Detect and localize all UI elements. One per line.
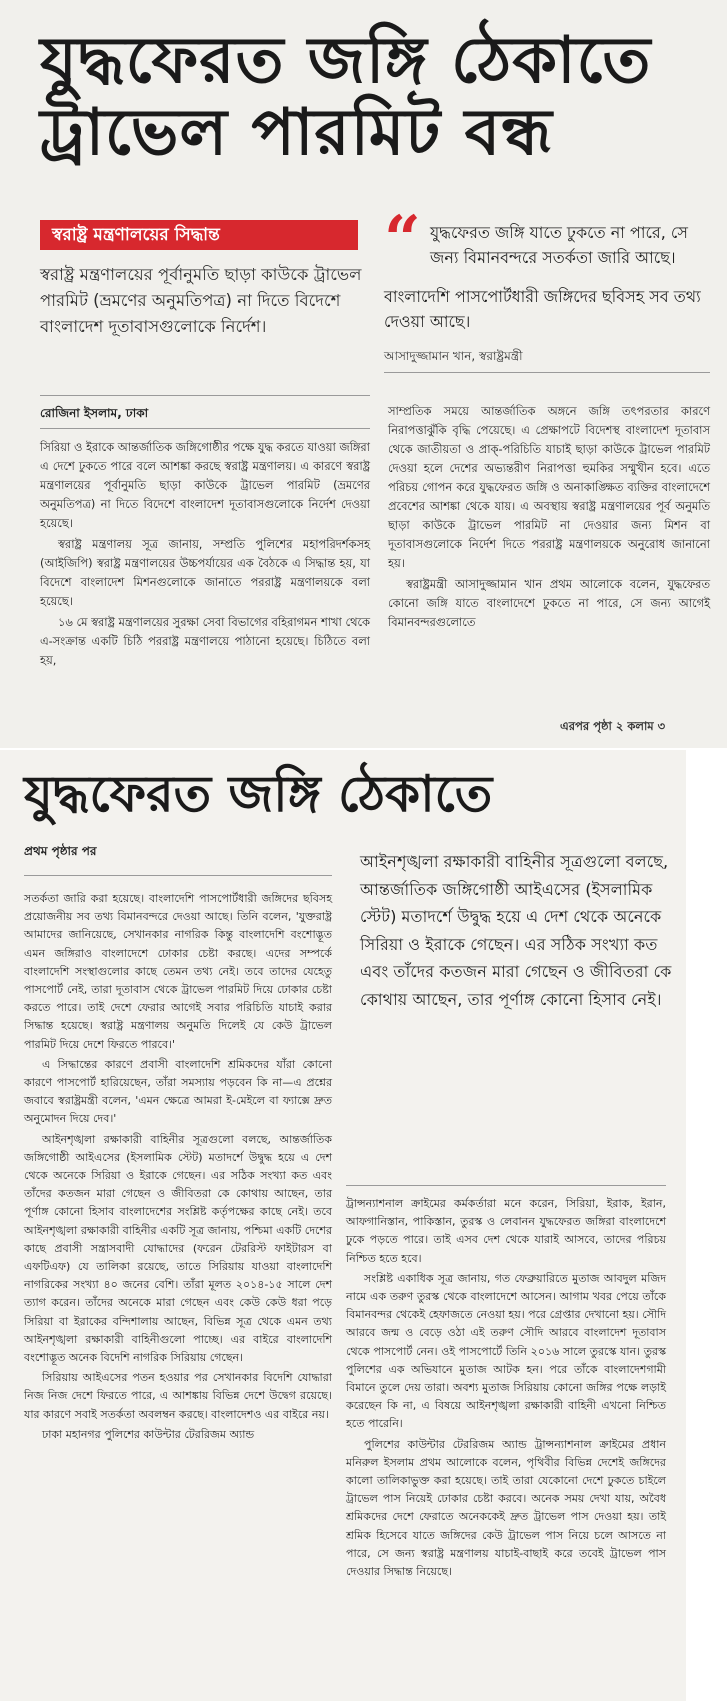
headline-line-2: ট্রাভেল পারমিট বন্ধ [40, 96, 553, 170]
paragraph: সংশ্লিষ্ট একাধিক সূত্র জানায়, গত ফেব্রুয়ারিতে মুতাজ আবদুল মজিদ নামে এক তরুণ তুরস্ক থেকে বাংলাদেশে আসেন। আগাম খবর পেয়ে তাঁকে বিমানবন্দর থেকেই হেফাজতে নেওয়া হয়। পরে গ্রেপ্তার দেখানো হয়। সৌদি আরবে জন্ম ও বেড়ে ওঠা এই তরুণ সৌদি আরবে বাংলাদেশ দূতাবাস থেকে পাসপোর্ট নেন। ওই পাসপোর্টে তিনি ২০১৬ সালে তুরস্কে যান। তুরস্ক পুলিশের এক অভিযানে মুতাজ আটক হন। পরে তাঁকে বাংলাদেশগামী বিমানে তুলে দেয় তারা। অবশ্য মুতাজ সিরিয়ায় কোনো জঙ্গির পক্ষে লড়াই করেছেন কি না, এ বিষয়ে আইনশৃঙ্খলা রক্ষাকারী বাহিনী এখনো নিশ্চিত হতে পারেনি। [346, 1271, 666, 1431]
continued-from-label: প্রথম পৃষ্ঠার পর [24, 844, 97, 858]
pull-quote-part-2: বাংলাদেশি পাসপোর্টধারী জঙ্গিদের ছবিসহ সব তথ্য দেওয়া আছে। [384, 287, 701, 331]
article-column-2 [388, 402, 710, 634]
continuation-column-1 [24, 890, 332, 1446]
paragraph: সতর্কতা জারি করা হয়েছে। বাংলাদেশি পাসপোর্টধারী জঙ্গিদের ছবিসহ প্রয়োজনীয় সব তথ্য বিমানবন্দরে দেওয়া আছে। তিনি বলেন, 'যুক্তরাষ্ট্র আমাদের জানিয়েছে, সেখানকার নাগরিক কিন্তু বাংলাদেশি বংশোদ্ভূত এমন জঙ্গিরাও বাংলাদেশে ঢোকার চেষ্টা করছে। এদের সম্পর্কে বাংলাদেশি সংস্থাগুলোর কাছে তেমন তথ্য নেই। তবে তাদের যেহেতু পাসপোর্ট নেই, তারা দূতাবাস থেকে ট্রাভেল পারমিট দিয়ে ঢোকার চেষ্টা করতে পারে। তাই দেশে ফেরার আগেই সবার পরিচিতি যাচাই করার সিদ্ধান্ত হয়েছে। স্বরাষ্ট্র মন্ত্রণালয় অনুমতি দিলেই যে কেউ ট্রাভেল পারমিট দিয়ে দেশে ফিরতে পারবে।' [24, 892, 332, 1051]
paragraph: সাম্প্রতিক সময়ে আন্তর্জাতিক অঙ্গনে জঙ্গি তৎপরতার কারণে নিরাপত্তাঝুঁকি বৃদ্ধি পেয়েছে। এ প্রেক্ষাপটে বিদেশস্থ বাংলাদেশ দূতাবাস থেকে জাতীয়তা ও প্রাক্-পরিচিতি যাচাই ছাড়া কাউকে ট্রাভেল পারমিট দেওয়া হলে দেশের অভ্যন্তরীণ নিরাপত্তা হুমকির সম্মুখীন হবে। এতে পরিচয় গোপন করে যুদ্ধফেরত জঙ্গি ও অনাকাঙ্ক্ষিত ব্যক্তির বাংলাদেশে প্রবেশের আশঙ্কা থেকে যায়। এ অবস্থায় স্বরাষ্ট্র মন্ত্রণালয়ের পূর্ব অনুমতি ছাড়া কাউকে ট্রাভেল পারমিট না দেওয়ার জন্য মিশন বা দূতাবাসগুলোকে নির্দেশ দিতে পররাষ্ট্র মন্ত্রণালয়কে অনুরোধ জানানো হয়। [388, 404, 710, 570]
kicker-banner: স্বরাষ্ট্র মন্ত্রণালয়ের সিদ্ধান্ত [40, 220, 358, 250]
paragraph: পুলিশের কাউন্টার টেররিজম অ্যান্ড ট্রান্সন্যাশনাল ক্রাইমের প্রধান মনিরুল ইসলাম প্রথম আলোকে বলেন, পৃথিবীর বিভিন্ন দেশেই জঙ্গিদের কালো তালিকাভুক্ত করা হয়েছে। তাই তারা যেকোনো দেশে ঢুকতে চাইলে ট্রাভেল পাস নিয়েই ঢোকার চেষ্টা করবে। অনেক সময় দেখা যায়, অবৈধ শ্রমিকদের দেশে ফেরাতে অনেককেই দ্রুত ট্রাভেল পাস দেওয়া হয়। তাই শ্রমিক হিসেবে যাতে জঙ্গিদের কেউ ট্রাভেল পাস নিয়ে চলে আসতে না পারে, সে জন্য স্বরাষ্ট্র মন্ত্রণালয় যাচাই-বাছাই করে তবেই ট্রাভেল পাস দেওয়ার সিদ্ধান্ত নিয়েছে। [346, 1437, 666, 1579]
paragraph: সিরিয়ায় আইএসের পতন হওয়ার পর সেখানকার বিদেশি যোদ্ধারা নিজ নিজ দেশে ফিরতে পারে, এ আশঙ্কায় বিভিন্ন দেশে উদ্বেগ রয়েছে। যার কারণে সবাই সতর্কতা অবলম্বন করছে। বাংলাদেশও এর বাইরে নয়। [24, 1371, 332, 1421]
article-column-1 [40, 438, 370, 672]
continuation-column-2 [346, 1195, 666, 1583]
paragraph: ১৬ মে স্বরাষ্ট্র মন্ত্রণালয়ের সুরক্ষা সেবা বিভাগের বহিরাগমন শাখা থেকে এ-সংক্রান্ত একটি চিঠি পররাষ্ট্র মন্ত্রণালয়ে পাঠানো হয়েছে। চিঠিতে বলা হয়, [40, 615, 370, 667]
continuation-note: এরপর পৃষ্ঠা ২ কলাম ৩ [560, 719, 666, 733]
paragraph: স্বরাষ্ট্র মন্ত্রণালয় সূত্র জানায়, সম্প্রতি পুলিশের মহাপরিদর্শকসহ (আইজিপি) স্বরাষ্ট্র মন্ত্রণালয়ের উচ্চপর্যায়ের এক বৈঠকে এ সিদ্ধান্ত হয়, যা বিদেশে বাংলাদেশ মিশনগুলোকে জানাতে পররাষ্ট্র মন্ত্রণালয়কে বলা হয়েছে। [40, 537, 370, 608]
paragraph: ট্রান্সন্যাশনাল ক্রাইমের কর্মকর্তারা মনে করেন, সিরিয়া, ইরাক, ইরান, আফগানিস্তান, পাকিস্তান, তুরস্ক ও লেবানন যুদ্ধফেরত জঙ্গিরা বাংলাদেশে ঢুকে পড়তে পারে। তাই এসব দেশ থেকে যারাই আসবে, তাদের পরিচয় নিশ্চিত হতে হবে। [346, 1197, 666, 1265]
paragraph: আইনশৃঙ্খলা রক্ষাকারী বাহিনীর সূত্রগুলো বলছে, আন্তর্জাতিক জঙ্গিগোষ্ঠী আইএসের (ইসলামিক স্টেট) মতাদর্শে উদ্বুদ্ধ হয়ে এ দেশ থেকে অনেকে সিরিয়া ও ইরাকে গেছেন। এর সঠিক সংখ্যা কত এবং তাঁদের কতজন মারা গেছেন ও জীবিতরা কে কোথায় আছেন, তার পূর্ণাঙ্গ কোনো হিসাব বাংলাদেশের সংশ্লিষ্ট কর্তৃপক্ষের কাছে নেই। তবে আইনশৃঙ্খলা রক্ষাকারী বাহিনীর একটি সূত্র জানায়, পশ্চিমা একটি দেশের কাছে প্রবাসী সন্ত্রাসবাদী যোদ্ধাদের (ফরেন টেররিস্ট ফাইটারস বা এফটিএফ) যে তালিকা রয়েছে, তাতে সিরিয়ায় যাওয়া বাংলাদেশি নাগরিকের সংখ্যা ৪০ জনের বেশি। তাঁরা মূলত ২০১৪-১৫ সালে দেশ ত্যাগ করেন। তাঁদের অনেকে মারা গেছেন এবং কেউ কেউ ধরা পড়ে সিরিয়া বা ইরাকের বন্দিশালায় আছেন, বিভিন্ন সূত্র থেকে এমন তথ্য আইনশৃঙ্খলা রক্ষাকারী বাহিনীগুলো পাচ্ছে। এর বাইরে বাংলাদেশি বংশোদ্ভূত অনেক বিদেশি নাগরিক সিরিয়ায় গেছেন। [24, 1132, 332, 1365]
continuation-pull-quote: আইনশৃঙ্খলা রক্ষাকারী বাহিনীর সূত্রগুলো বলছে, আন্তর্জাতিক জঙ্গিগোষ্ঠী আইএসের (ইসলামিক স্টেট) মতাদর্শে উদ্বুদ্ধ হয়ে এ দেশ থেকে অনেকে সিরিয়া ও ইরাকে গেছেন। এর সঠিক সংখ্যা কত এবং তাঁদের কতজন মারা গেছেন ও জীবিতরা কে কোথায় আছেন, তার পূর্ণাঙ্গ কোনো হিসাব নেই। [360, 852, 672, 1009]
divider [24, 875, 332, 876]
quote-attribution: আসাদুজ্জামান খান, স্বরাষ্ট্রমন্ত্রী [384, 349, 523, 363]
byline: রোজিনা ইসলাম, ঢাকা [40, 406, 149, 420]
paragraph: এ সিদ্ধান্তের কারণে প্রবাসী বাংলাদেশি শ্রমিকদের যাঁরা কোনো কারণে পাসপোর্ট হারিয়েছেন, তাঁরা সমস্যায় পড়বেন কি না—এ প্রশ্নের জবাবে স্বরাষ্ট্রমন্ত্রী বলেন, 'এমন ক্ষেত্রে আমরা ই-মেইলে বা ফ্যাক্সে দ্রুত অনুমোদন দিয়ে দেব।' [24, 1057, 332, 1126]
pull-quote-part-1: যুদ্ধফেরত জঙ্গি যাতে ঢুকতে না পারে, সে জন্য বিমানবন্দরে সতর্কতা জারি আছে। [430, 223, 688, 267]
divider [40, 428, 370, 429]
quote-mark-icon: “ [384, 202, 421, 277]
headline-line-1: যুদ্ধফেরত জঙ্গি ঠেকাতে [40, 24, 652, 98]
divider [40, 395, 370, 396]
paragraph: সিরিয়া ও ইরাকে আন্তর্জাতিক জঙ্গিগোষ্ঠীর পক্ষে যুদ্ধ করতে যাওয়া জঙ্গিরা এ দেশে ঢুকতে পারে বলে আশঙ্কা করছে স্বরাষ্ট্র মন্ত্রণালয়। এ কারণে স্বরাষ্ট্র মন্ত্রণালয়ের পূর্বানুমতি ছাড়া কাউকে ট্রাভেল পারমিট (ভ্রমণের অনুমতিপত্র) না দিতে বিদেশে বাংলাদেশ দূতাবাসগুলোকে নির্দেশ দেওয়া হয়েছে। [40, 440, 370, 530]
continuation-page-clipping [0, 750, 686, 1701]
deck-summary: স্বরাষ্ট্র মন্ত্রণালয়ের পূর্বানুমতি ছাড়া কাউকে ট্রাভেল পারমিট (ভ্রমণের অনুমতিপত্র) না দিতে বিদেশে বাংলাদেশ দূতাবাসগুলোকে নির্দেশ। [40, 265, 362, 336]
paragraph: স্বরাষ্ট্রমন্ত্রী আসাদুজ্জামান খান প্রথম আলোকে বলেন, যুদ্ধফেরত কোনো জঙ্গি যাতে বাংলাদেশে ঢুকতে না পারে, সে জন্য আগেই বিমানবন্দরগুলোতে [388, 577, 710, 629]
paragraph: ঢাকা মহানগর পুলিশের কাউন্টার টেররিজম অ্যান্ড [42, 1427, 255, 1441]
divider [346, 1185, 666, 1186]
continuation-headline: যুদ্ধফেরত জঙ্গি ঠেকাতে [24, 765, 493, 823]
front-page-clipping [0, 0, 727, 748]
divider [384, 372, 710, 373]
